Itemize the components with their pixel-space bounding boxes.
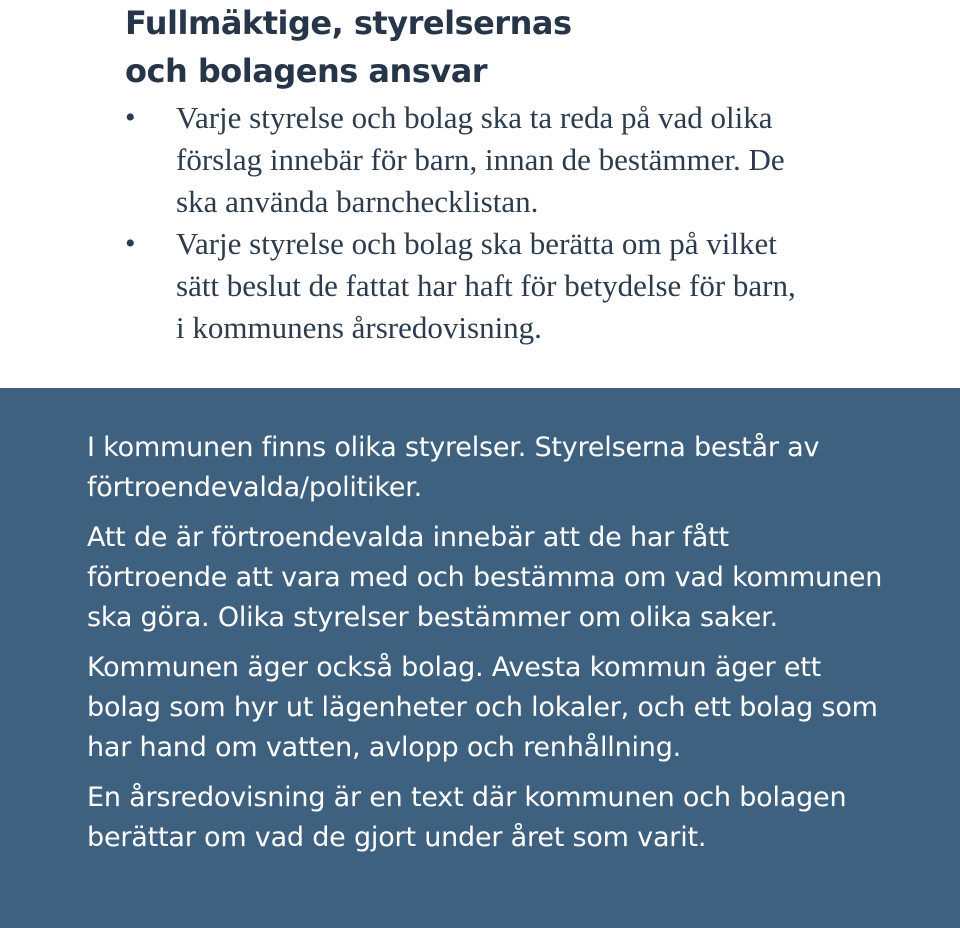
section-heading xyxy=(125,0,571,95)
list-item-line: ska använda barnchecklistan. xyxy=(176,184,539,219)
paragraph-line: förtroendevalda/politiker. xyxy=(87,472,423,503)
paragraph-line: ska göra. Olika styrelser bestämmer om olika saker. xyxy=(87,602,778,633)
list-item xyxy=(125,223,925,349)
paragraph-line: förtroende att vara med och bestämma om vad kommunen xyxy=(87,562,883,593)
paragraph-line: Kommunen äger också bolag. Avesta kommun äger ett xyxy=(87,652,822,683)
paragraph-line: I kommunen finns olika styrelser. Styrelserna består av xyxy=(87,432,820,463)
list-item-line: Varje styrelse och bolag ska ta reda på vad olika xyxy=(176,100,773,135)
paragraph-line: En årsredovisning är en text där kommunen och bolagen xyxy=(87,782,847,813)
list-item xyxy=(125,97,925,223)
paragraph-line: har hand om vatten, avlopp och renhållning. xyxy=(87,732,682,763)
list-item-line: i kommunens årsredovisning. xyxy=(176,310,542,345)
paragraph-line: Att de är förtroendevalda innebär att de har fått xyxy=(87,522,729,553)
heading-line-1: Fullmäktige, styrelsernas xyxy=(125,4,572,42)
list-item-line: sätt beslut de fattat har haft för betydelse för barn, xyxy=(176,268,796,303)
info-paragraph xyxy=(87,778,927,858)
bullet-icon: • xyxy=(125,227,136,260)
paragraph-line: bolag som hyr ut lägenheter och lokaler, och ett bolag som xyxy=(87,692,878,723)
info-paragraph xyxy=(87,648,927,768)
info-paragraph xyxy=(87,428,927,508)
responsibility-list xyxy=(125,97,925,349)
paragraph-line: berättar om vad de gjort under året som varit. xyxy=(87,822,707,853)
list-item-line: Varje styrelse och bolag ska berätta om på vilket xyxy=(176,226,777,261)
info-paragraph xyxy=(87,518,927,638)
bullet-icon: • xyxy=(125,101,136,134)
heading-line-2: och bolagens ansvar xyxy=(125,52,488,90)
info-box-text xyxy=(87,428,927,868)
upper-section xyxy=(0,0,960,388)
list-item-line: förslag innebär för barn, innan de bestämmer. De xyxy=(176,142,785,177)
